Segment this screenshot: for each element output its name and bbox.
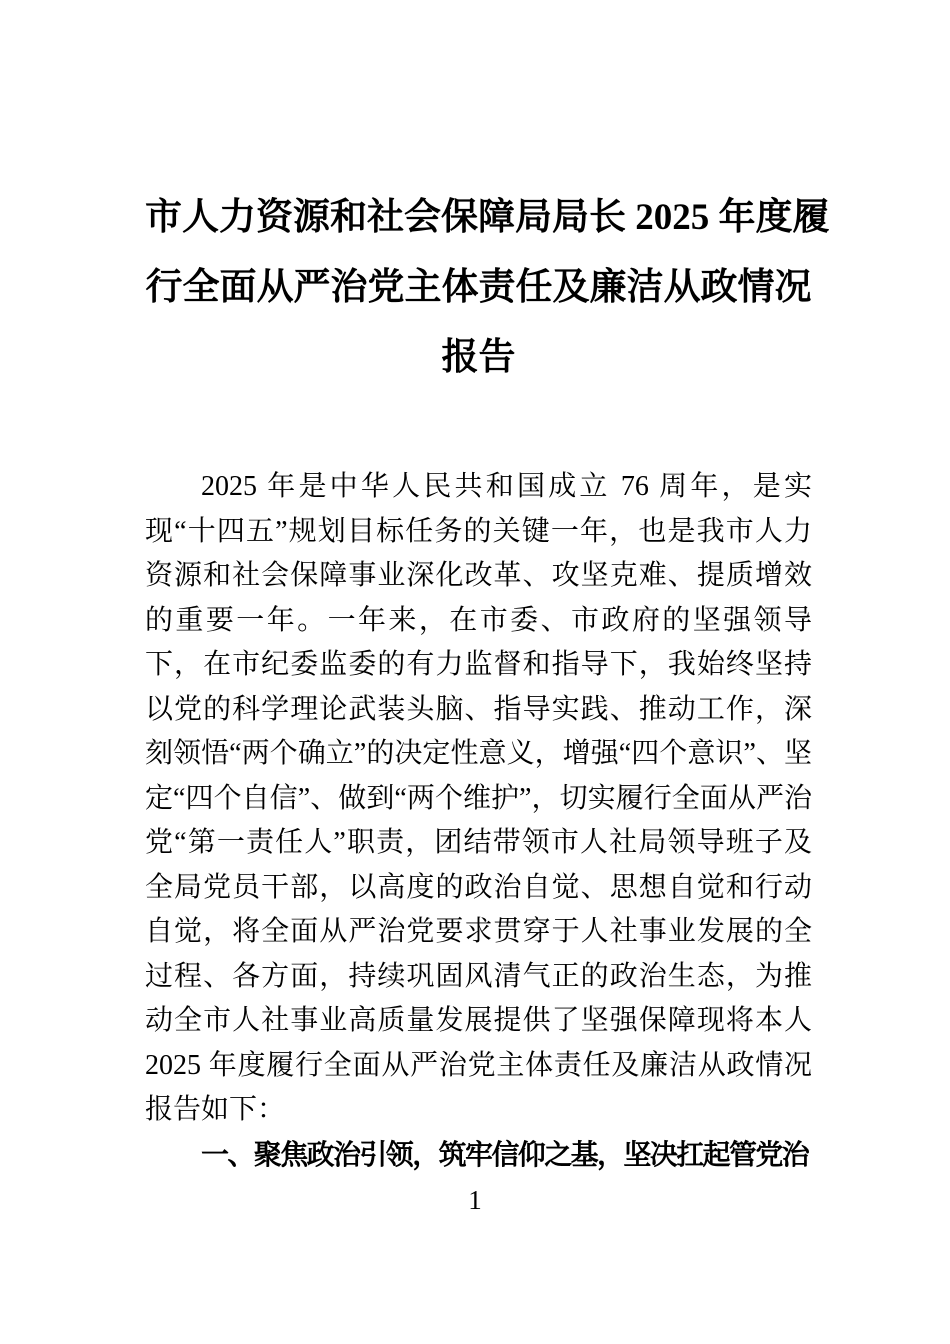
title-line-2: 行全面从严治党主体责任及廉洁从政情况 (145, 267, 812, 308)
title-line-1: 市人力资源和社会保障局局长 2025 年度履 (145, 197, 830, 238)
page-footer (0, 1186, 950, 1214)
document-title (145, 183, 830, 393)
document-body (145, 465, 812, 1177)
page-number: 1 (468, 1185, 482, 1215)
section-heading: 一、聚焦政治引领，筑牢信仰之基，坚决扛起管党治 (201, 1138, 809, 1170)
body-paragraph: 2025 年是中华人民共和国成立 76 周年，是实现“十四五”规划目标任务的关键一年，也是我市人力资源和社会保障事业深化改革、攻坚克难、提质增效的重要一年。一年来，在市委、市政府的坚强领导下，在市纪委监委的有力监督和指导下，我始终坚持以党的科学理论武装头脑、指导实践、推动工作，深刻领悟“两个确立”的决定性意义，增强“四个意识”、坚定“四个自信”、做到“两个维护”，切实履行全面从严治党“第一责任人”职责，团结带领市人社局领导班子及全局党员干部，以高度的政治自觉、思想自觉和行动自觉，将全面从严治党要求贯穿于人社事业发展的全过程、各方面，持续巩固风清气正的政治生态，为推动全市人社事业高质量发展提供了坚强保障现将本人 2025 年度履行全面从严治党主体责任及廉洁从政情况报告如下： (145, 471, 812, 1125)
title-line-3: 报告 (441, 337, 516, 378)
